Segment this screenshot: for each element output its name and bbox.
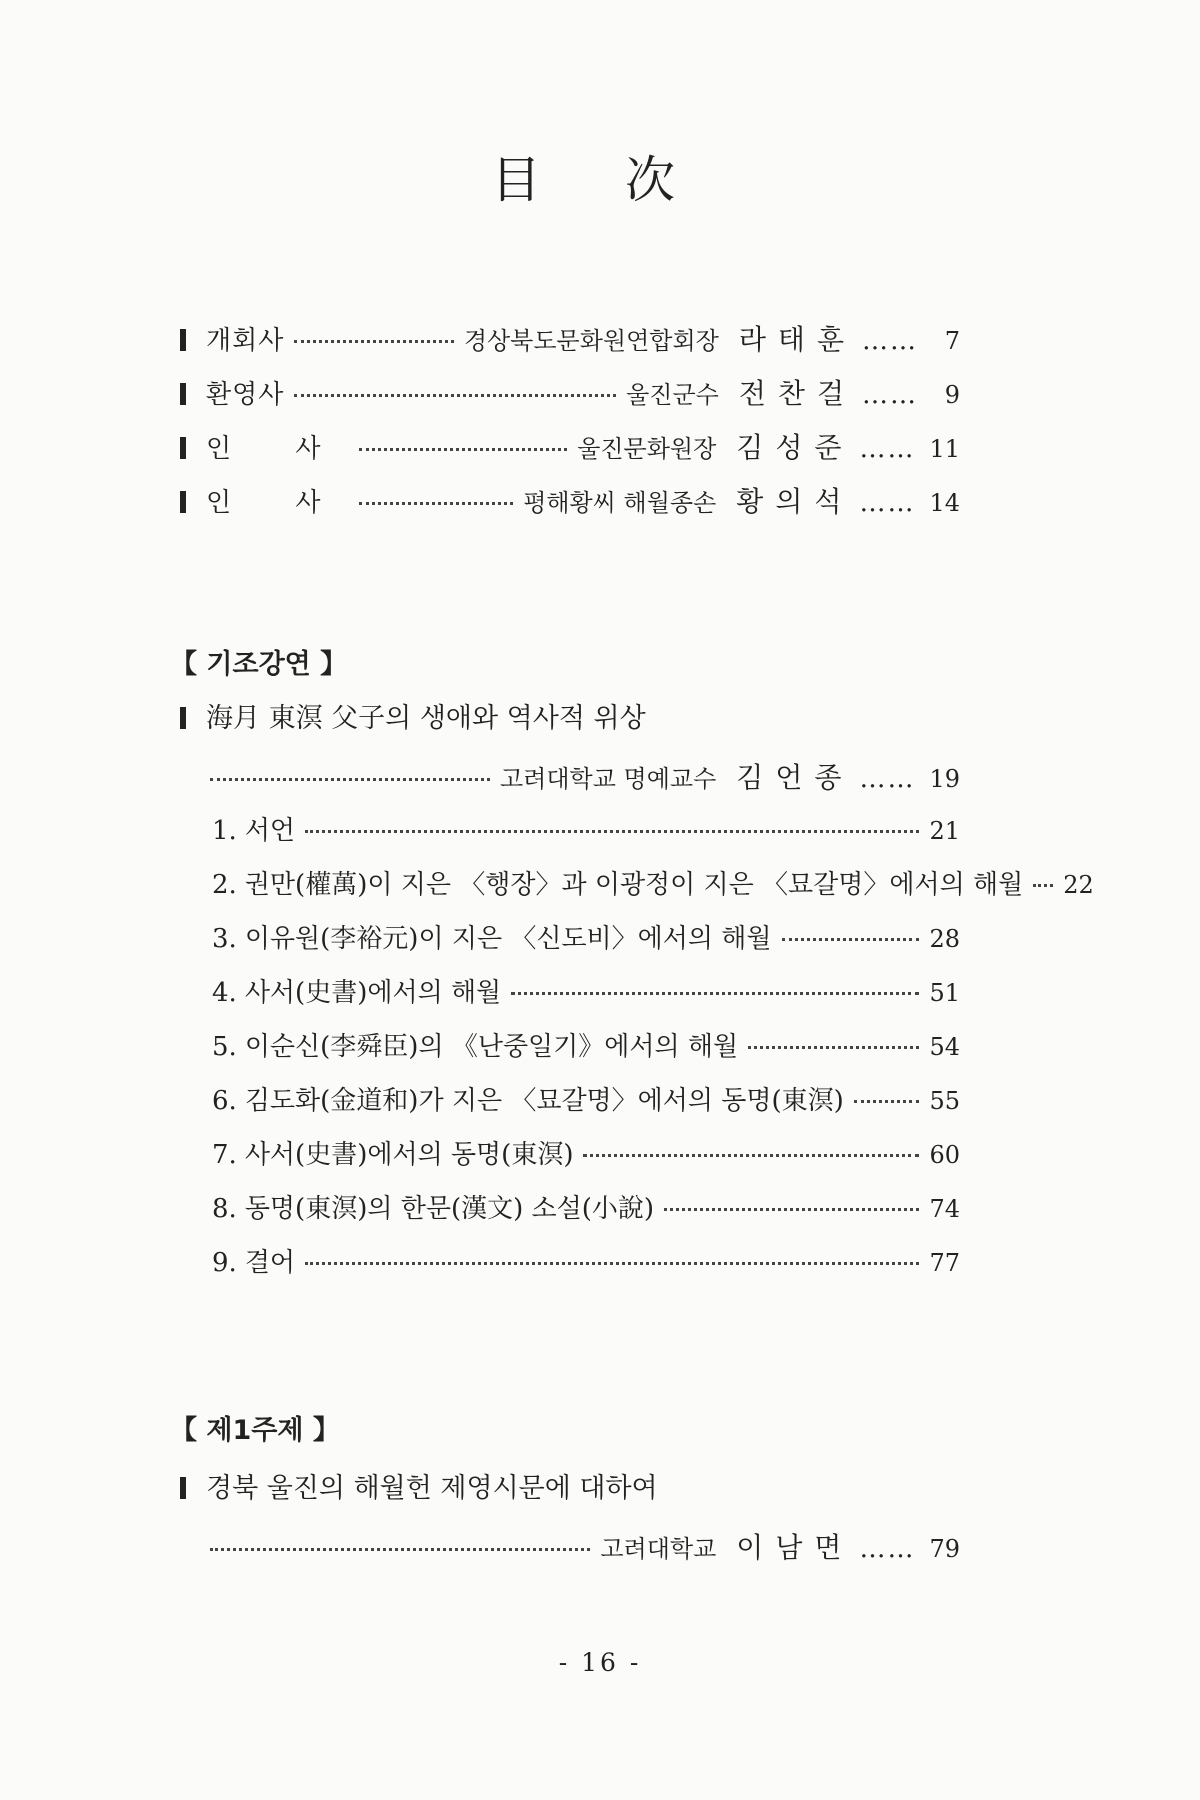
item-page: 60 — [929, 1141, 960, 1169]
dot-leader — [748, 1046, 919, 1049]
author-page: 79 — [929, 1535, 960, 1563]
dot-leader-short: …… — [862, 326, 918, 356]
toc-item — [212, 1134, 960, 1171]
item-number: 6. — [212, 1086, 237, 1116]
author-name: 이남면 — [736, 1531, 854, 1564]
keynote-author-line — [210, 756, 960, 796]
item-number: 9. — [212, 1248, 237, 1278]
dot-leader — [210, 1548, 590, 1551]
dot-leader-short: …… — [859, 764, 916, 794]
entry-page: 7 — [944, 327, 960, 355]
toc-entry-greeting-2 — [180, 480, 960, 520]
item-text: 서언 — [244, 816, 296, 846]
entry-name: 김성준 — [736, 431, 854, 464]
entry-label: 인 사 — [206, 488, 349, 518]
item-text: 권만(權萬)이 지은 〈행장〉과 이광정이 지은 〈묘갈명〉에서의 해월 — [244, 870, 1024, 900]
toc-item — [212, 972, 960, 1009]
author-name: 김언종 — [736, 761, 854, 794]
dot-leader — [359, 502, 514, 505]
entry-affiliation: 울진문화원장 — [577, 435, 717, 463]
item-page: 55 — [929, 1087, 960, 1115]
item-text: 결어 — [244, 1248, 296, 1278]
item-number: 7. — [212, 1140, 237, 1170]
toc-item — [212, 1242, 960, 1279]
item-text: 이유원(李裕元)이 지은 〈신도비〉에서의 해월 — [244, 924, 772, 954]
dot-leader — [782, 938, 920, 941]
theme1-paper-title — [180, 1466, 658, 1505]
toc-entry-greeting-1 — [180, 426, 960, 466]
dot-leader-short: …… — [859, 434, 916, 464]
dot-leader-short: …… — [859, 488, 916, 518]
section-heading-keynote: 【 기조강연 】 — [170, 649, 348, 680]
entry-affiliation: 울진군수 — [626, 381, 719, 409]
toc-item — [212, 1080, 960, 1117]
entry-page: 9 — [944, 381, 960, 409]
toc-item — [212, 864, 1094, 901]
bullet-bar — [180, 437, 186, 459]
item-text: 사서(史書)에서의 해월 — [244, 978, 502, 1008]
dot-leader — [294, 394, 616, 397]
theme1-author-line — [210, 1526, 960, 1566]
item-text: 동명(東溟)의 한문(漢文) 소설(小說) — [244, 1194, 655, 1224]
item-page: 74 — [929, 1195, 960, 1223]
dot-leader — [1033, 884, 1053, 887]
toc-item — [212, 1026, 960, 1063]
page-number: - 16 - — [558, 1648, 642, 1677]
entry-name: 전찬걸 — [738, 377, 856, 410]
item-number: 8. — [212, 1194, 237, 1224]
dot-leader — [664, 1208, 919, 1211]
item-number: 4. — [212, 978, 237, 1008]
toc-entry-opening-address — [180, 318, 960, 358]
bullet-bar — [180, 383, 186, 405]
entry-name: 라태훈 — [738, 323, 856, 356]
page-title: 目 次 — [491, 151, 709, 209]
item-number: 3. — [212, 924, 237, 954]
dot-leader — [511, 992, 919, 995]
item-page: 22 — [1063, 871, 1094, 899]
dot-leader — [294, 340, 453, 343]
entry-affiliation: 평해황씨 해월종손 — [523, 489, 717, 517]
toc-item — [212, 810, 960, 847]
section-heading-theme-1: 【 제1주제 】 — [170, 1415, 340, 1446]
item-number: 2. — [212, 870, 237, 900]
dot-leader — [305, 830, 919, 833]
dot-leader — [210, 778, 490, 781]
author-page: 19 — [929, 765, 960, 793]
entry-page: 14 — [929, 489, 960, 517]
item-page: 51 — [929, 979, 960, 1007]
bullet-bar — [180, 1477, 186, 1499]
entry-page: 11 — [929, 435, 960, 463]
author-affiliation: 고려대학교 — [600, 1535, 717, 1563]
toc-item — [212, 1188, 960, 1225]
item-text: 사서(史書)에서의 동명(東溟) — [244, 1140, 574, 1170]
bullet-bar — [180, 707, 186, 729]
entry-label: 개회사 — [206, 326, 285, 356]
dot-leader-short: …… — [859, 1534, 916, 1564]
item-page: 21 — [929, 817, 960, 845]
dot-leader — [854, 1100, 920, 1103]
paper-title-text: 경북 울진의 해월헌 제영시문에 대하여 — [206, 1473, 658, 1504]
toc-entry-welcome-address — [180, 372, 960, 412]
bullet-bar — [180, 329, 186, 351]
item-page: 77 — [929, 1249, 960, 1277]
entry-label: 환영사 — [206, 380, 285, 410]
entry-label: 인 사 — [206, 434, 349, 464]
keynote-paper-title — [180, 696, 646, 735]
entry-name: 황의석 — [736, 485, 854, 518]
author-affiliation: 고려대학교 명예교수 — [500, 765, 717, 793]
entry-affiliation: 경상북도문화원연합회장 — [463, 327, 719, 355]
item-text: 이순신(李舜臣)의 《난중일기》에서의 해월 — [244, 1032, 739, 1062]
item-page: 54 — [929, 1033, 960, 1061]
item-number: 5. — [212, 1032, 237, 1062]
item-text: 김도화(金道和)가 지은 〈묘갈명〉에서의 동명(東溟) — [244, 1086, 844, 1116]
dot-leader — [583, 1154, 919, 1157]
item-page: 28 — [929, 925, 960, 953]
bullet-bar — [180, 491, 186, 513]
paper-title-text: 海月 東溟 父子의 생애와 역사적 위상 — [206, 703, 646, 734]
dot-leader — [305, 1262, 919, 1265]
toc-item — [212, 918, 960, 955]
dot-leader-short: …… — [862, 380, 918, 410]
item-number: 1. — [212, 816, 237, 846]
dot-leader — [359, 448, 568, 451]
